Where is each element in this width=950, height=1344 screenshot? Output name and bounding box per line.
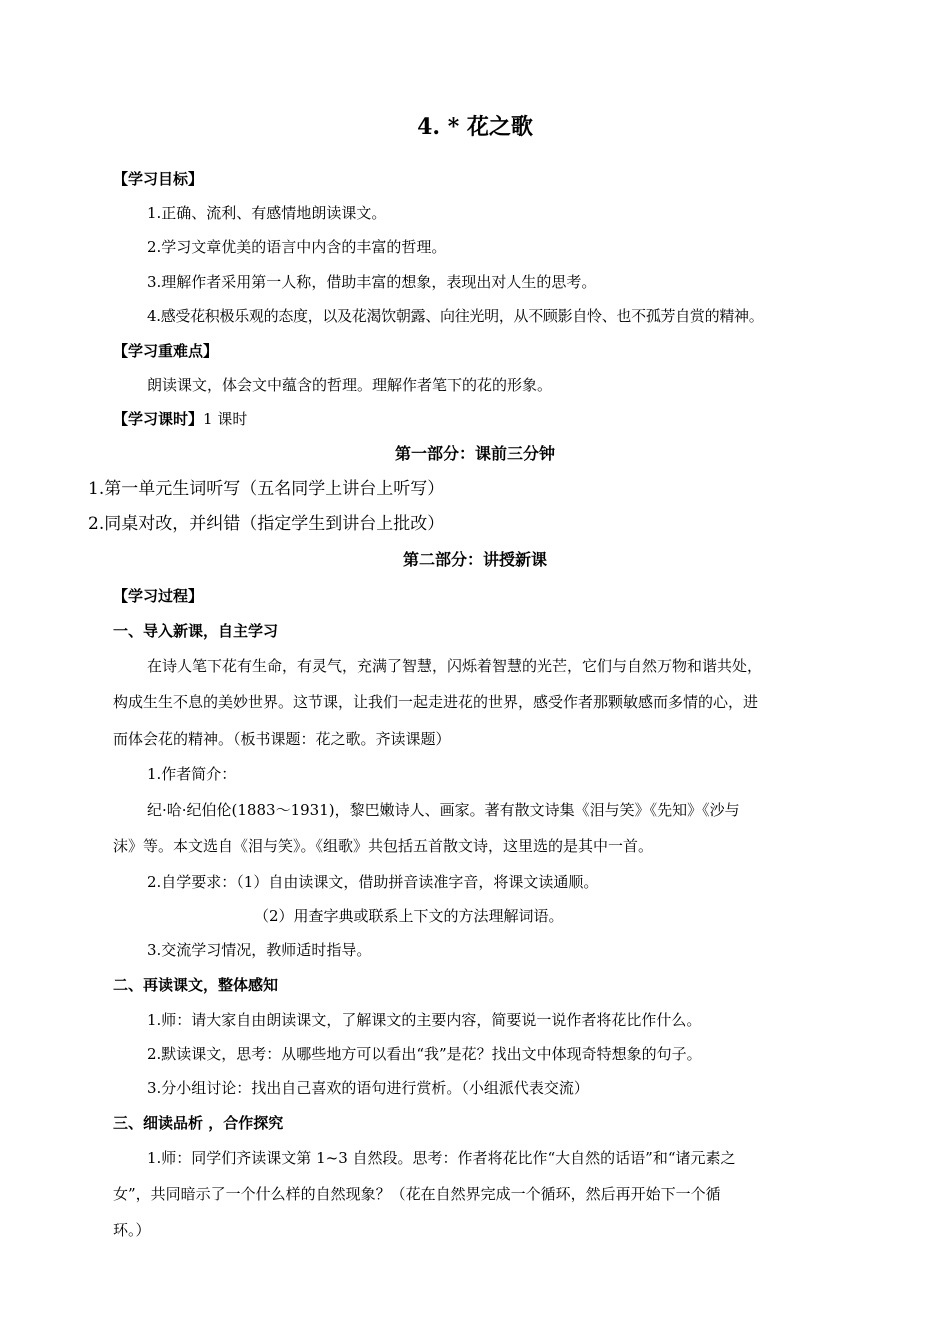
- section2-heading: 二、再读课文，整体感知: [113, 976, 279, 994]
- section1-heading: 一、导入新课，自主学习: [113, 622, 279, 640]
- section3-heading: 三、细读品析 ，合作探究: [113, 1114, 284, 1132]
- part1-item: 2.同桌对改，并纠错（指定学生到讲台上批改）: [88, 514, 445, 534]
- author-heading: 1.作者简介：: [147, 765, 237, 783]
- intro-line: 构成生生不息的美妙世界。这节课，让我们一起走进花的世界，感受作者那颗敏感而多情的心，进: [113, 693, 759, 711]
- lesson-time-heading: 【学习课时】: [113, 410, 204, 428]
- process-heading: 【学习过程】: [113, 587, 204, 605]
- part1-item: 1.第一单元生词听写（五名同学上讲台上听写）: [88, 479, 445, 499]
- self-study-requirement: （2）用查字典或联系上下文的方法理解词语。: [254, 907, 564, 925]
- exchange-line: 3.交流学习情况，教师适时指导。: [147, 941, 372, 959]
- author-line: 纪·哈·纪伯伦(1883～1931)，黎巴嫩诗人、画家。著有散文诗集《泪与笑》《先知》《沙与: [147, 801, 740, 819]
- intro-line: 在诗人笔下花有生命，有灵气，充满了智慧，闪烁着智慧的光芒，它们与自然万物和谐共处，: [147, 657, 763, 675]
- key-points-heading: 【学习重难点】: [113, 342, 219, 360]
- intro-line: 而体会花的精神。（板书课题：花之歌。齐读课题）: [113, 730, 451, 748]
- document-title: 4. * 花之歌: [417, 114, 533, 140]
- section3-line: 女”，共同暗示了一个什么样的自然现象？（花在自然界完成一个循环，然后再开始下一个循: [113, 1185, 721, 1203]
- part1-heading: 第一部分：课前三分钟: [394, 444, 555, 463]
- self-study-requirement: 2.自学要求：（1）自由读课文，借助拼音读准字音，将课文读通顺。: [147, 873, 599, 891]
- objective-item: 1.正确、流利、有感情地朗读课文。: [147, 204, 387, 222]
- lesson-time-text: 1 课时: [203, 410, 248, 428]
- section3-line: 环。）: [113, 1221, 151, 1239]
- objective-item: 3.理解作者采用第一人称，借助丰富的想象，表现出对人生的思考。: [147, 273, 597, 291]
- key-points-text: 朗读课文，体会文中蕴含的哲理。理解作者笔下的花的形象。: [147, 376, 553, 394]
- objectives-heading: 【学习目标】: [113, 170, 204, 188]
- author-line: 沫》等。本文选自《泪与笑》。《组歌》共包括五首散文诗，这里选的是其中一首。: [113, 837, 654, 855]
- section3-line: 1.师：同学们齐读课文第 1~3 自然段。思考：作者将花比作“大自然的话语”和“诸元素之: [147, 1149, 736, 1167]
- objective-item: 4.感受花积极乐观的态度，以及花渴饮朝露、向往光明，从不顾影自怜、也不孤芳自赏的精神。: [147, 307, 764, 325]
- part2-heading: 第二部分：讲授新课: [402, 550, 547, 569]
- section2-item: 2.默读课文，思考：从哪些地方可以看出“我”是花？找出文中体现奇特想象的句子。: [147, 1045, 702, 1063]
- objective-item: 2.学习文章优美的语言中内含的丰富的哲理。: [147, 238, 447, 256]
- section2-item: 1.师：请大家自由朗读课文，了解课文的主要内容，简要说一说作者将花比作什么。: [147, 1011, 702, 1029]
- lesson-time: [113, 409, 247, 429]
- section2-item: 3.分小组讨论：找出自己喜欢的语句进行赏析。（小组派代表交流）: [147, 1079, 589, 1097]
